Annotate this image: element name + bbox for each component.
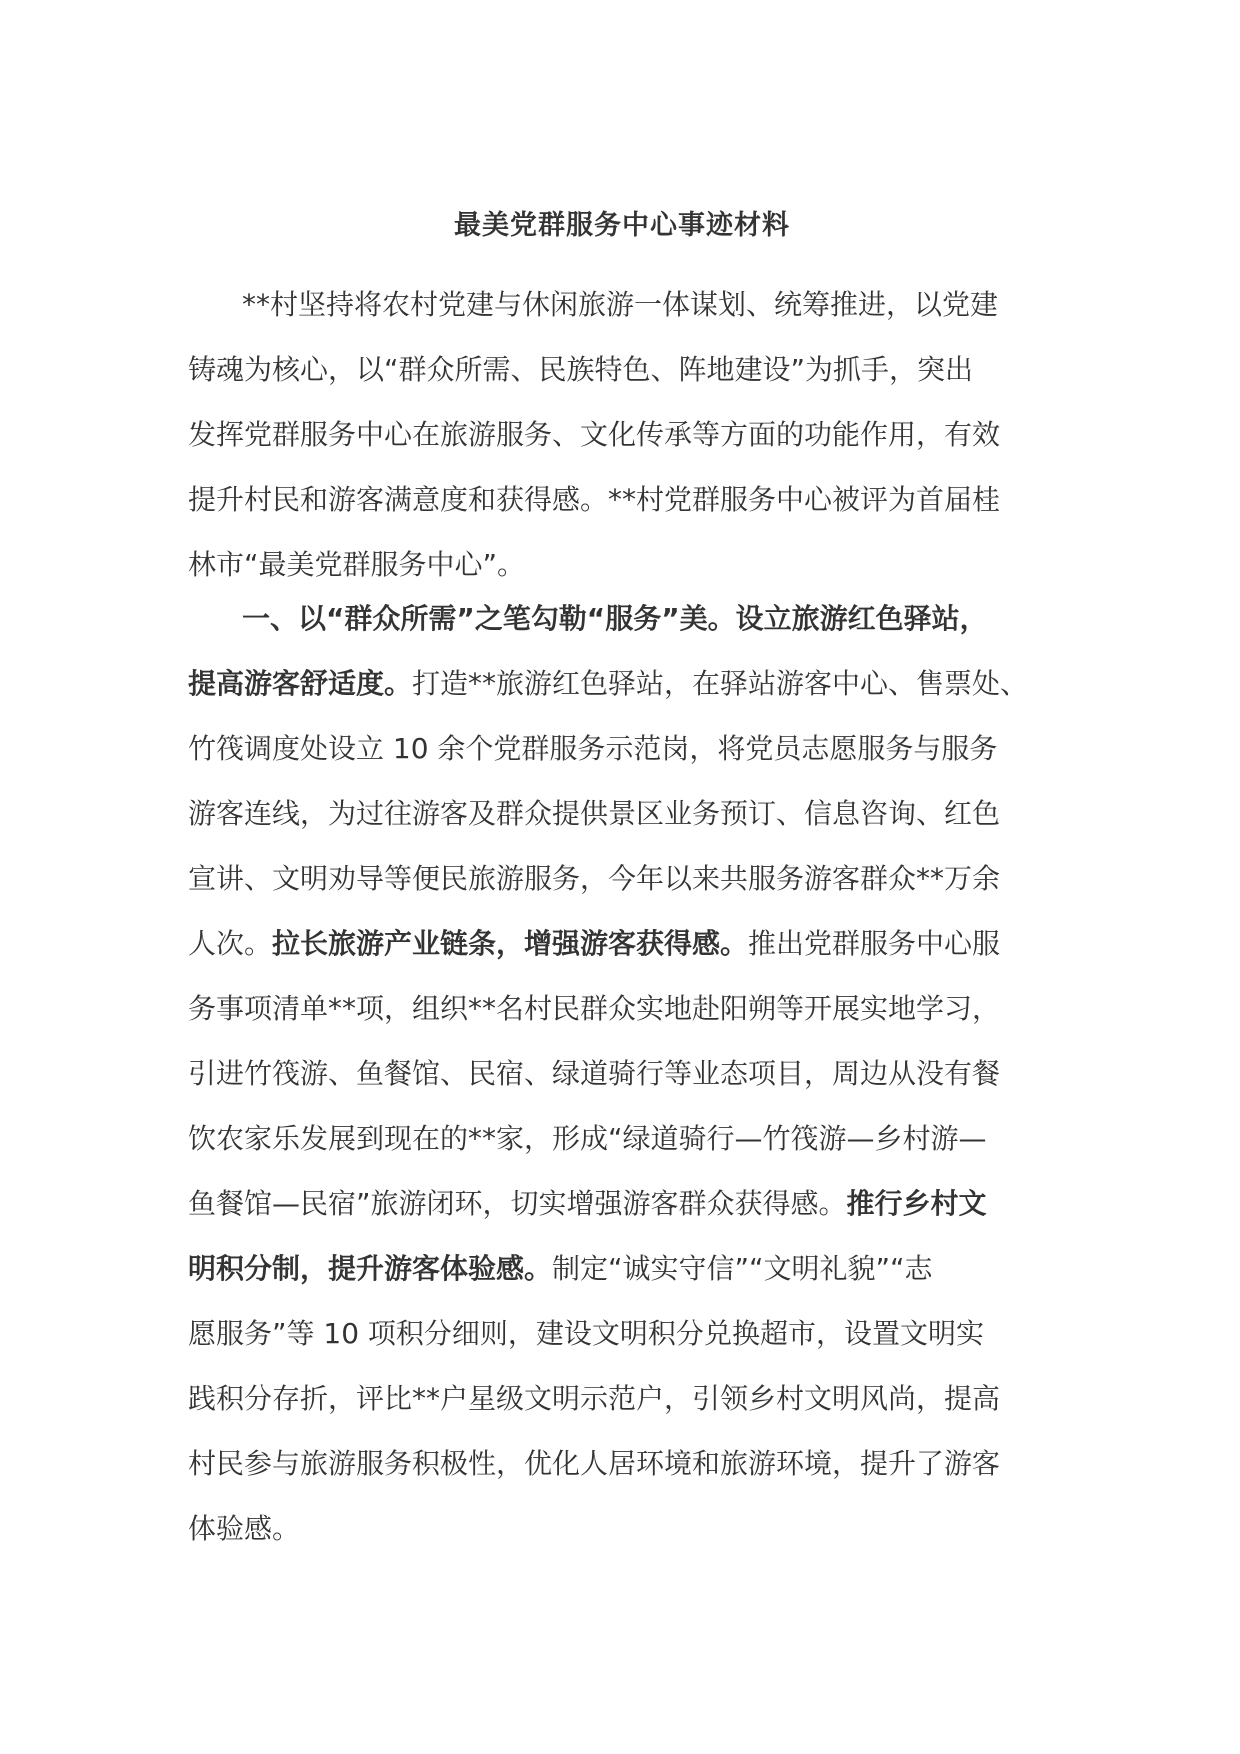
text-line: 体验感。 bbox=[188, 1512, 301, 1545]
body-text: 制定“诚实守信”“文明礼貌”“志 bbox=[552, 1252, 933, 1285]
body-text: 推出党群服务中心服 bbox=[748, 927, 1001, 960]
text-line: 竹筏调度处设立 10 余个党群服务示范岗，将党员志愿服务与服务 bbox=[188, 732, 998, 765]
body-text: 打造**旅游红色驿站，在驿站游客中心、售票处、 bbox=[412, 667, 1029, 700]
text-line: 践积分存折，评比**户星级文明示范户，引领乡村文明风尚，提高 bbox=[188, 1382, 1001, 1415]
text-line bbox=[188, 911, 1056, 976]
subheading: 明积分制，提升游客体验感。 bbox=[188, 1252, 553, 1285]
text-line: 宣讲、文明劝导等便民旅游服务，今年以来共服务游客群众**万余 bbox=[188, 862, 1001, 895]
body-text: 鱼餐馆—民宿”旅游闭环，切实增强游客群众获得感。 bbox=[188, 1187, 847, 1220]
text-line: 铸魂为核心，以“群众所需、民族特色、阵地建设”为抓手，突出 bbox=[188, 353, 974, 386]
text-line: 务事项清单**项，组织**名村民群众实地赴阳朔等开展实地学习， bbox=[188, 992, 1001, 1025]
subheading: 推行乡村文 bbox=[846, 1187, 987, 1220]
document-title: 最美党群服务中心事迹材料 bbox=[454, 210, 790, 241]
text-line bbox=[188, 1236, 1056, 1301]
body-text: 人次。 bbox=[188, 927, 273, 960]
intro-paragraph bbox=[188, 272, 1056, 597]
text-line: 发挥党群服务中心在旅游服务、文化传承等方面的功能作用，有效 bbox=[188, 418, 1001, 451]
text-line: 提升村民和游客满意度和获得感。**村党群服务中心被评为首届桂 bbox=[188, 483, 1001, 516]
text-line: 村民参与旅游服务积极性，优化人居环境和旅游环境，提升了游客 bbox=[188, 1447, 1001, 1480]
subheading: 提高游客舒适度。 bbox=[188, 667, 413, 700]
text-line: **村坚持将农村党建与休闲旅游一体谋划、统筹推进，以党建 bbox=[242, 288, 999, 321]
text-line bbox=[188, 586, 1056, 651]
text-line: 游客连线，为过往游客及群众提供景区业务预订、信息咨询、红色 bbox=[188, 797, 1001, 830]
subheading: 拉长旅游产业链条，增强游客获得感。 bbox=[272, 927, 749, 960]
section-1-paragraph bbox=[188, 586, 1056, 1561]
text-line: 饮农家乐发展到现在的**家，形成“绿道骑行—竹筏游—乡村游— bbox=[188, 1122, 987, 1155]
section-heading: 一、以“群众所需”之笔勾勒“服务”美。设立旅游红色驿站， bbox=[242, 602, 988, 635]
text-line: 林市“最美党群服务中心”。 bbox=[188, 548, 526, 581]
text-line bbox=[188, 651, 1056, 716]
text-line bbox=[188, 1171, 1056, 1236]
text-line: 愿服务”等 10 项积分细则，建设文明积分兑换超市，设置文明实 bbox=[188, 1317, 984, 1350]
text-line: 引进竹筏游、鱼餐馆、民宿、绿道骑行等业态项目，周边从没有餐 bbox=[188, 1057, 1001, 1090]
